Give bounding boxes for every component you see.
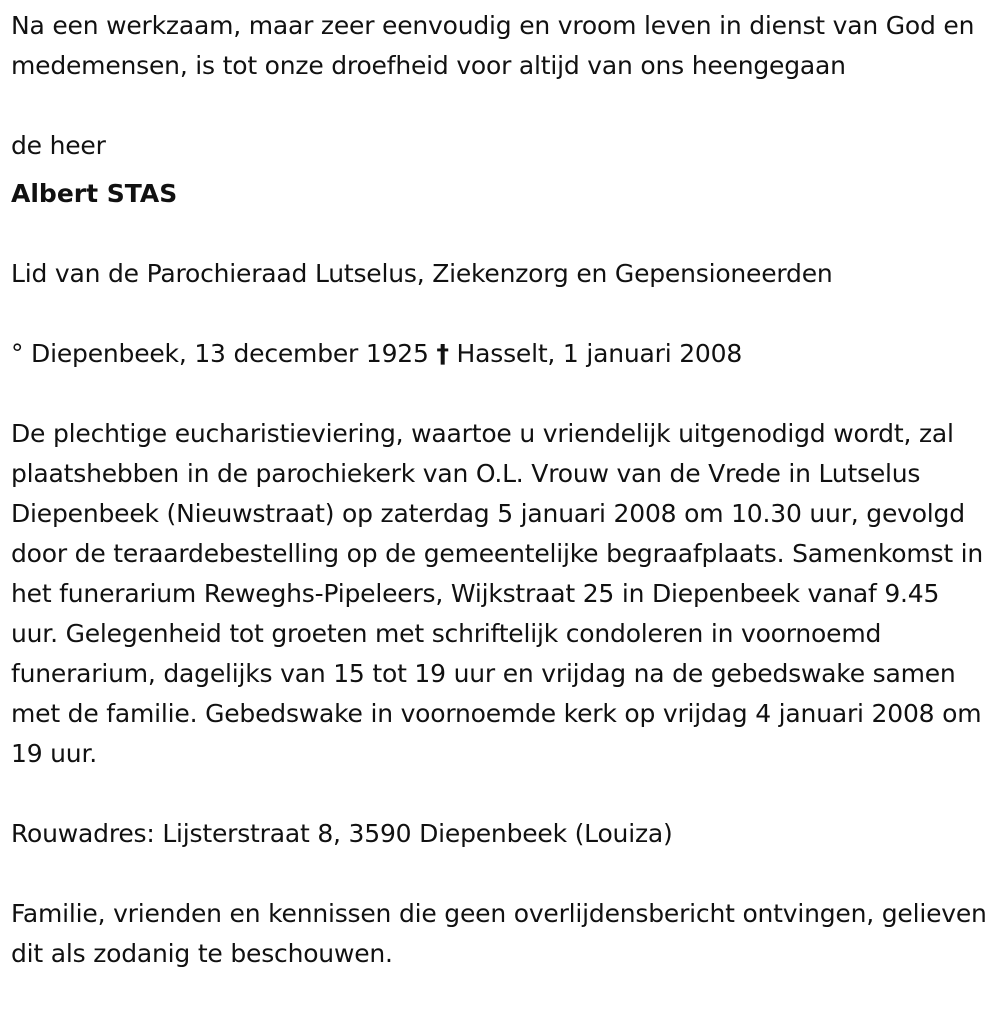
membership-line: Lid van de Parochieraad Lutselus, Ziekenzorg en Gepensioneerden <box>11 259 833 288</box>
spacer <box>11 86 990 126</box>
intro-paragraph: Na een werkzaam, maar zeer eenvoudig en vroom leven in dienst van God en medemensen, is tot onze droefheid voor altijd van ons heengegaan <box>11 11 975 80</box>
life-dates <box>11 334 990 374</box>
closing-paragraph: Familie, vrienden en kennissen die geen overlijdensbericht ontvingen, gelieven dit als zodanig te beschouwen. <box>11 899 987 968</box>
cross-icon: † <box>436 339 449 368</box>
spacer <box>11 374 990 414</box>
spacer <box>11 854 990 894</box>
spacer <box>11 166 990 174</box>
birth-info: ° Diepenbeek, 13 december 1925 <box>11 339 429 368</box>
salutation: de heer <box>11 131 106 160</box>
deceased-name: Albert STAS <box>11 179 178 208</box>
death-info: Hasselt, 1 januari 2008 <box>456 339 743 368</box>
ceremony-paragraph: De plechtige eucharistieviering, waartoe u vriendelijk uitgenodigd wordt, zal plaatshebben in de parochiekerk van O.L. Vrouw van de Vrede in Lutselus Diepenbeek (Nieuwstraat) op zaterdag 5 januari 2008 om 10.30 uur, gevolgd door de teraardebestelling op de gemeentelijke begraafplaats. Samenkomst in het funerarium Reweghs-Pipeleers, Wijkstraat 25 in Diepenbeek vanaf 9.45 uur. Gelegenheid tot groeten met schriftelijk condoleren in voornoemd funerarium, dagelijks van 15 tot 19 uur en vrijdag na de gebedswake samen met de familie. Gebedswake in voornoemde kerk op vrijdag 4 januari 2008 om 19 uur. <box>11 419 984 768</box>
mourning-address: Rouwadres: Lijsterstraat 8, 3590 Diepenbeek (Louiza) <box>11 819 673 848</box>
spacer <box>11 214 990 254</box>
spacer <box>11 774 990 814</box>
spacer <box>11 294 990 334</box>
